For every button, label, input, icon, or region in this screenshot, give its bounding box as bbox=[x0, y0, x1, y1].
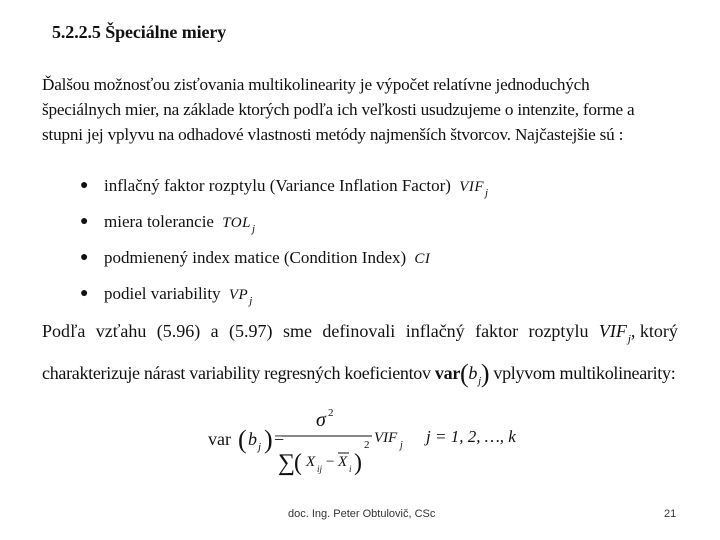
vif-tail: , ktorý bbox=[630, 321, 678, 341]
formula-equals: = bbox=[274, 428, 285, 448]
list-item-symbol: VP bbox=[228, 287, 249, 303]
formula-minus: − bbox=[326, 454, 335, 470]
list-item-text: podiel variability bbox=[104, 284, 221, 303]
variance-formula bbox=[208, 398, 528, 488]
b-symbol: b bbox=[468, 363, 478, 383]
list-item-symbol: TOL bbox=[222, 215, 251, 231]
list-item bbox=[78, 244, 488, 280]
formula-lparen2: ( bbox=[294, 450, 302, 476]
formula-xbar-sub: i bbox=[349, 464, 352, 474]
bullet-icon: ● bbox=[80, 178, 89, 193]
list-item-subscript: j bbox=[249, 295, 253, 307]
list-item-subscript: j bbox=[251, 223, 256, 235]
line2-end: vplyvom multikolinearity: bbox=[493, 363, 676, 383]
right-paren: ) bbox=[480, 359, 490, 388]
list-item-symbol: CI bbox=[414, 251, 431, 267]
vif-paragraph-line-1 bbox=[42, 314, 678, 356]
list-item-symbol: VIF bbox=[459, 179, 485, 195]
list-item bbox=[78, 208, 488, 244]
bullet-icon: ● bbox=[80, 286, 89, 301]
intro-paragraph: Ďalšou možnosťou zisťovania multikolinearity je výpočet relatívne jednoduchých špeciálnych mier, na základe ktorých podľa ich veľkosti usudzujeme o intenzite, forme a stupni jej vplyvu na odhadové vlastnosti metódy najmenších štvorcov. Najčastejšie sú : bbox=[42, 75, 635, 144]
word: a bbox=[210, 321, 219, 341]
formula-x-sub: ij bbox=[317, 464, 323, 474]
list-item bbox=[78, 280, 488, 316]
list-item-text: miera tolerancie bbox=[104, 212, 214, 231]
line2-start: charakterizuje nárast variability regresných koeficientov bbox=[42, 363, 431, 383]
formula-xbar: X bbox=[338, 454, 348, 470]
vif-symbol: VIF bbox=[598, 321, 627, 341]
word: vzťahu bbox=[95, 321, 147, 341]
vif-inline bbox=[599, 314, 678, 356]
word: sme bbox=[282, 321, 312, 341]
word: definovali bbox=[322, 321, 396, 341]
page-number: 21 bbox=[664, 508, 677, 520]
word: inflačný bbox=[405, 321, 465, 341]
formula-denom-sq: 2 bbox=[364, 439, 370, 451]
formula-vif: VIF bbox=[374, 430, 398, 446]
vif-paragraph bbox=[42, 314, 678, 398]
formula-lparen: ( bbox=[238, 425, 247, 454]
word: rozptylu bbox=[528, 321, 589, 341]
formula-x: X bbox=[306, 454, 316, 470]
bullet-icon: ● bbox=[80, 214, 89, 229]
var-operator: var bbox=[434, 363, 461, 383]
list-item-subscript: j bbox=[485, 187, 489, 199]
word: (5.96) bbox=[156, 321, 201, 341]
list-item-text: inflačný faktor rozptylu (Variance Inflation Factor) bbox=[104, 176, 451, 195]
formula-rparen: ) bbox=[264, 425, 273, 454]
formula-range: j = 1, 2, …, k bbox=[426, 427, 516, 446]
measures-list bbox=[78, 172, 488, 316]
vif-paragraph-line-2 bbox=[42, 356, 678, 398]
list-item bbox=[78, 172, 488, 208]
word: Podľa bbox=[42, 321, 86, 341]
word: faktor bbox=[475, 321, 519, 341]
formula-vif-sub: j bbox=[400, 440, 403, 451]
footer-author: doc. Ing. Peter Obtulovič, CSc bbox=[288, 508, 436, 520]
bullet-icon: ● bbox=[80, 250, 89, 265]
formula-b: b bbox=[248, 429, 257, 449]
formula-sigma: σ bbox=[316, 409, 326, 431]
section-heading: 5.2.2.5 Špeciálne miery bbox=[52, 22, 227, 42]
sum-symbol: ∑ bbox=[278, 450, 296, 476]
formula-rparen2: ) bbox=[354, 450, 362, 476]
left-paren: ( bbox=[460, 359, 469, 388]
formula-b-sub: j bbox=[258, 441, 262, 453]
formula-var: var bbox=[208, 429, 231, 449]
formula-sigma-sq: 2 bbox=[328, 407, 334, 419]
b-subscript: j bbox=[478, 375, 481, 387]
vif-subscript: j bbox=[627, 333, 631, 345]
list-item-text: podmienený index matice (Condition Index) bbox=[104, 248, 407, 267]
word: (5.97) bbox=[229, 321, 273, 341]
